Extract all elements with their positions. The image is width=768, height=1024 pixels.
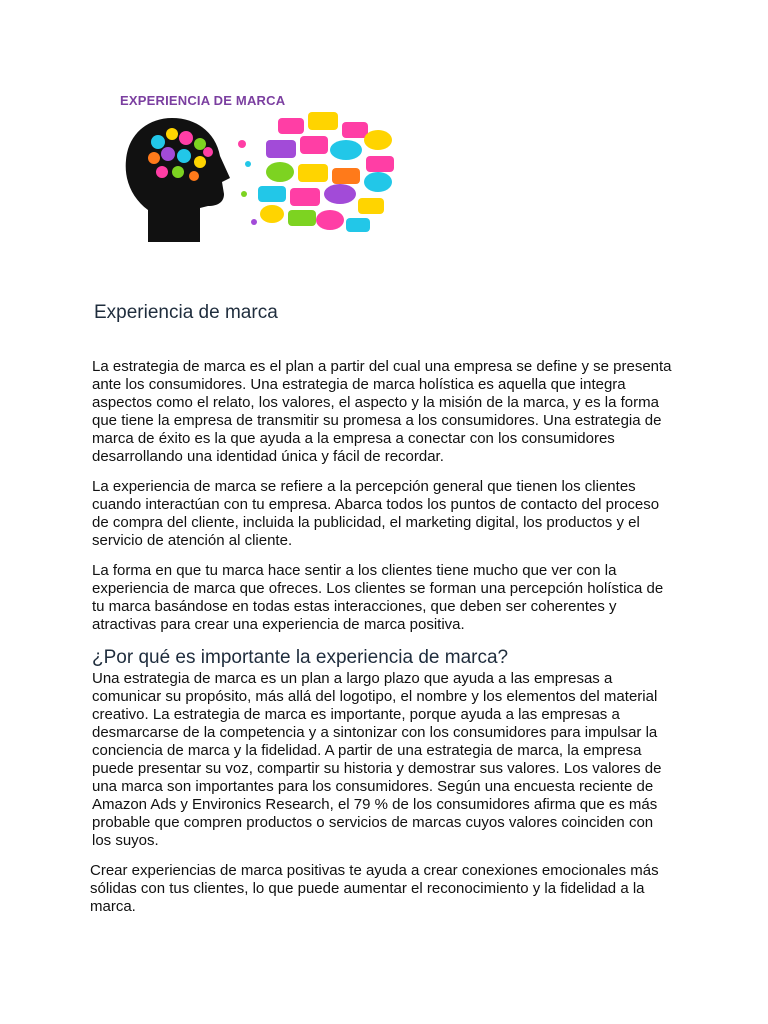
article-title: Experiencia de marca xyxy=(94,302,278,323)
illustration-caption: EXPERIENCIA DE MARCA xyxy=(120,93,286,108)
paragraph-2: La experiencia de marca se refiere a la percepción general que tienen los clientes cuando interactúan con tu empresa. Abarca todos los puntos de contacto del proceso de compra del cliente, incluida la publicidad, el marketing digital, los productos y el servicio de atención al cliente. xyxy=(92,478,660,549)
head-with-speech-bubbles-icon xyxy=(108,82,408,252)
head-silhouette xyxy=(126,118,230,242)
paragraph-1: La estrategia de marca es el plan a partir del cual una empresa se define y se presenta ante los consumidores. Una estrategia de marca holística es aquella que integra aspectos como el relato, los valores, el aspecto y la misión de la marca, y es la forma que tiene la empresa de transmitir su promesa a los consumidores. Una estrategia de marca de éxito es la que ayuda a la empresa a conectar con los consumidores desarrollando una identidad única y fácil de recordar. xyxy=(92,358,672,465)
paragraph-4: Una estrategia de marca es un plan a largo plazo que ayuda a las empresas a comunicar su propósito, más allá del logotipo, el nombre y los elementos del material creativo. La estrategia de marca es importante, porque ayuda a las empresas a desmarcarse de la competencia y a sintonizar con los consumidores para impulsar la conciencia de marca y la fidelidad. A partir de una estrategia de marca, la empresa puede presentar su voz, compartir su historia y demostrar sus valores. Los valores de una marca son importantes para los consumidores. Según una encuesta reciente de Amazon Ads y Environics Research, el 79 % de los consumidores afirma que es más probable que compren productos o servicios de marcas cuyos valores coinciden con los suyos. xyxy=(92,670,662,849)
speech-bubbles xyxy=(238,112,394,232)
section-heading: ¿Por qué es importante la experiencia de marca? xyxy=(92,647,509,668)
paragraph-3: La forma en que tu marca hace sentir a los clientes tiene mucho que ver con la experiencia de marca que ofreces. Los clientes se forman una percepción holística de tu marca basándose en todas estas interacciones, que deben ser coherentes y atractivas para crear una experiencia de marca positiva. xyxy=(92,562,664,633)
paragraph-5: Crear experiencias de marca positivas te ayuda a crear conexiones emocionales más sólidas con tus clientes, lo que puede aumentar el reconocimiento y la fidelidad a la marca. xyxy=(90,862,659,915)
brand-experience-illustration xyxy=(108,82,408,252)
article xyxy=(92,300,672,928)
